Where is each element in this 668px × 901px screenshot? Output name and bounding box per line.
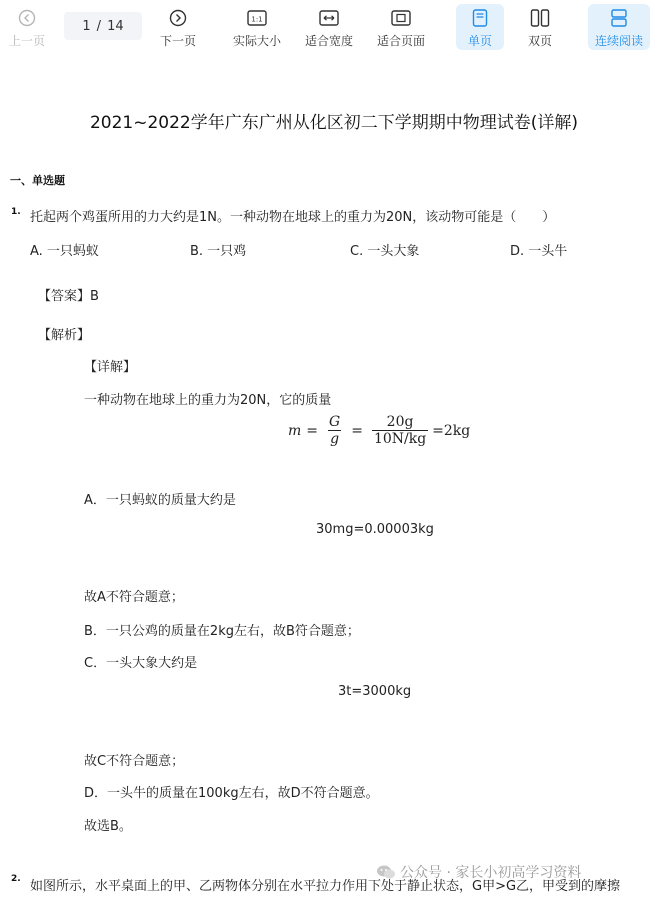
analysis-line-d: D．一头牛的质量在100kg左右，故D不符合题意。 bbox=[84, 786, 379, 801]
question-stem: 如图所示，水平桌面上的甲、乙两物体分别在水平拉力作用下处于静止状态，G甲>G乙，甲受到的摩擦 bbox=[30, 879, 621, 894]
formula-eq-1: = bbox=[306, 422, 319, 439]
fit-page-label: 适合页面 bbox=[376, 34, 425, 48]
conclusion-a: 故A不符合题意； bbox=[84, 590, 184, 605]
formula-fraction-2 bbox=[372, 414, 428, 447]
watermark-text: 公众号 · 家长小初高学习资料 bbox=[400, 865, 582, 881]
continuous-reading-button[interactable] bbox=[588, 4, 650, 50]
single-page-label: 单页 bbox=[467, 34, 492, 48]
actual-size-button[interactable] bbox=[228, 4, 286, 50]
fit-page-icon bbox=[391, 8, 411, 28]
option-b: B. 一只鸡 bbox=[190, 244, 247, 259]
fraction-2-denominator: 10N/kg bbox=[373, 431, 427, 447]
svg-text:1:1: 1:1 bbox=[251, 15, 263, 24]
double-page-label: 双页 bbox=[527, 34, 552, 48]
fit-page-button[interactable] bbox=[372, 4, 430, 50]
next-page-label: 下一页 bbox=[159, 34, 196, 48]
single-page-icon bbox=[470, 8, 490, 28]
chevron-right-circle-icon bbox=[168, 8, 188, 28]
fit-width-icon bbox=[319, 8, 339, 28]
question-number: 2. bbox=[11, 874, 21, 884]
fit-width-button[interactable] bbox=[300, 4, 358, 50]
formula-rhs: =2kg bbox=[432, 422, 471, 439]
answer-value: B bbox=[90, 289, 99, 304]
calc-a: 30mg=0.00003kg bbox=[316, 522, 434, 537]
formula-fraction-1 bbox=[327, 414, 342, 447]
prev-page-label: 上一页 bbox=[8, 34, 45, 48]
formula-lhs: m bbox=[288, 422, 302, 439]
prev-page-button[interactable] bbox=[6, 4, 48, 50]
conclusion-c: 故C不符合题意； bbox=[84, 754, 185, 769]
option-c: C. 一头大象 bbox=[350, 244, 420, 259]
analysis-line-a: A．一只蚂蚁的质量大约是 bbox=[84, 493, 236, 508]
continuous-reading-icon bbox=[609, 8, 629, 28]
continuous-reading-label: 连续阅读 bbox=[594, 34, 643, 48]
page-title: 2021~2022学年广东广州从化区初二下学期期中物理试卷(详解) bbox=[89, 113, 579, 133]
single-page-button[interactable] bbox=[456, 4, 504, 50]
analysis-line-1: 一种动物在地球上的重力为20N，它的质量 bbox=[84, 393, 332, 408]
final-answer-line: 故选B。 bbox=[84, 819, 132, 834]
watermark bbox=[376, 862, 581, 882]
page-indicator[interactable] bbox=[64, 12, 142, 40]
actual-size-icon bbox=[247, 8, 267, 28]
analysis-line-c: C．一头大象大约是 bbox=[84, 656, 198, 671]
page-separator: / bbox=[96, 18, 102, 34]
page-current-input[interactable]: 1 bbox=[82, 18, 91, 34]
formula-eq-2: = bbox=[351, 422, 363, 439]
detail-tag: 【详解】 bbox=[84, 360, 137, 375]
answer-line bbox=[38, 285, 99, 304]
mass-formula bbox=[288, 414, 470, 447]
wechat-icon bbox=[376, 864, 396, 880]
calc-c: 3t=3000kg bbox=[338, 684, 412, 699]
double-page-icon bbox=[530, 8, 550, 28]
fraction-2-numerator: 20g bbox=[386, 414, 414, 430]
answer-tag: 【答案】 bbox=[38, 289, 91, 304]
analysis-line-b: B．一只公鸡的质量在2kg左右，故B符合题意； bbox=[84, 624, 360, 639]
analysis-tag: 【解析】 bbox=[38, 328, 91, 343]
option-d: D. 一头牛 bbox=[510, 244, 568, 259]
next-page-button[interactable] bbox=[156, 4, 200, 50]
fraction-1-denominator: g bbox=[330, 431, 340, 447]
page-total: 14 bbox=[107, 18, 124, 34]
chevron-left-circle-icon bbox=[17, 8, 37, 28]
double-page-button[interactable] bbox=[518, 4, 562, 50]
question-stem: 托起两个鸡蛋所用的力大约是1N。一种动物在地球上的重力为20N，该动物可能是（ ） bbox=[30, 210, 556, 225]
option-a: A. 一只蚂蚁 bbox=[30, 244, 99, 259]
document-page bbox=[0, 56, 668, 901]
actual-size-label: 实际大小 bbox=[232, 34, 281, 48]
fit-width-label: 适合宽度 bbox=[304, 34, 353, 48]
viewer-toolbar bbox=[0, 0, 668, 56]
fraction-1-numerator: G bbox=[329, 414, 341, 430]
section-heading: 一、单选题 bbox=[10, 174, 65, 187]
question-number: 1. bbox=[11, 207, 21, 217]
